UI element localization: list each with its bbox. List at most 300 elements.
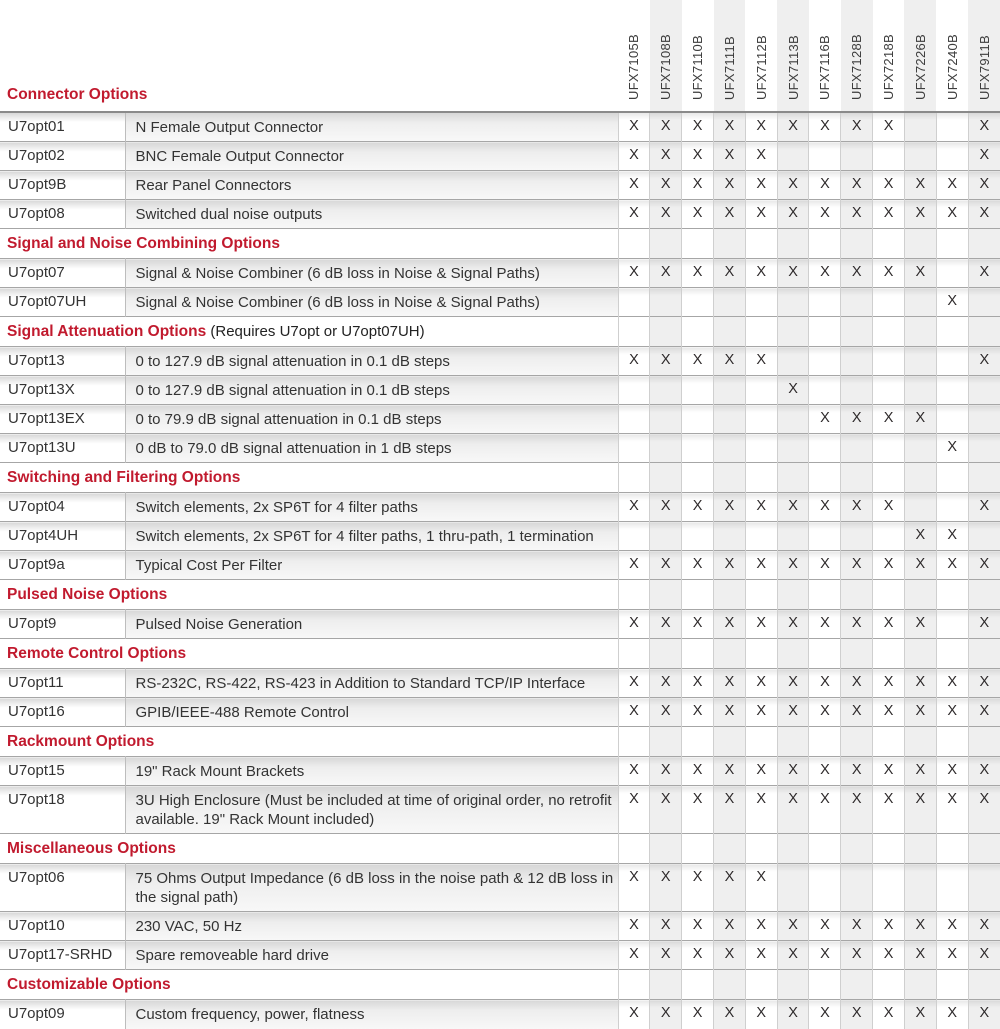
grid-cell [618,727,650,757]
compatibility-mark-cell [873,288,905,317]
compatibility-mark-cell [618,405,650,434]
option-description-cell: Pulsed Noise Generation [125,610,618,639]
compatibility-mark-cell [841,864,873,912]
option-row [0,405,1000,434]
compatibility-mark-cell: X [650,112,682,142]
compatibility-mark-cell: X [904,200,936,229]
section-title: Connector Options [7,86,148,103]
grid-cell [618,463,650,493]
compatibility-mark-cell: X [682,610,714,639]
compatibility-mark-cell: X [968,259,1000,288]
compatibility-mark-cell: X [809,112,841,142]
compatibility-mark-cell [714,376,746,405]
compatibility-mark-cell [968,522,1000,551]
compatibility-mark-cell [904,142,936,171]
section-title-cell [0,580,618,610]
grid-cell [841,580,873,610]
section-header-row [0,317,1000,347]
grid-cell [968,727,1000,757]
compatibility-mark-cell: X [968,669,1000,698]
option-code-cell: U7opt13X [0,376,125,405]
option-code-cell: U7opt01 [0,112,125,142]
compatibility-mark-cell: X [841,1000,873,1029]
grid-cell [936,463,968,493]
section-title: Signal Attenuation Options [7,323,207,340]
compatibility-mark-cell: X [714,669,746,698]
grid-cell [936,970,968,1000]
model-column-label: UFX7226B [912,34,928,100]
grid-cell [873,727,905,757]
compatibility-mark-cell: X [682,698,714,727]
option-row [0,864,1000,912]
compatibility-mark-cell [873,376,905,405]
grid-cell [968,317,1000,347]
grid-cell [873,463,905,493]
section-title-cell [0,970,618,1000]
compatibility-mark-cell: X [682,757,714,786]
option-description-cell: 19" Rack Mount Brackets [125,757,618,786]
compatibility-mark-cell: X [873,493,905,522]
compatibility-mark-cell: X [841,941,873,970]
option-description-cell: GPIB/IEEE-488 Remote Control [125,698,618,727]
model-column-label: UFX7240B [944,34,960,100]
compatibility-mark-cell: X [936,941,968,970]
compatibility-mark-cell: X [873,610,905,639]
section-title: Remote Control Options [7,645,187,662]
grid-cell [841,727,873,757]
option-description-cell: Typical Cost Per Filter [125,551,618,580]
option-row [0,786,1000,834]
compatibility-mark-cell [968,405,1000,434]
grid-cell [873,639,905,669]
model-header-row [0,0,1000,112]
compatibility-mark-cell [745,376,777,405]
compatibility-mark-cell: X [777,200,809,229]
compatibility-mark-cell: X [936,551,968,580]
compatibility-mark-cell [745,434,777,463]
grid-cell [841,229,873,259]
option-code-cell: U7opt04 [0,493,125,522]
option-row [0,288,1000,317]
table-body [0,112,1000,1029]
section-title: Pulsed Noise Options [7,586,168,603]
option-description-cell: Rear Panel Connectors [125,171,618,200]
grid-cell [745,639,777,669]
compatibility-mark-cell [841,522,873,551]
compatibility-mark-cell: X [714,698,746,727]
grid-cell [714,229,746,259]
grid-cell [873,970,905,1000]
compatibility-mark-cell [904,112,936,142]
compatibility-mark-cell [682,376,714,405]
option-code-cell: U7opt06 [0,864,125,912]
compatibility-mark-cell: X [809,757,841,786]
compatibility-mark-cell: X [745,171,777,200]
compatibility-mark-cell: X [745,698,777,727]
model-column-label: UFX7113B [785,34,801,100]
compatibility-mark-cell: X [841,493,873,522]
compatibility-mark-cell: X [682,200,714,229]
model-column-header [809,0,841,112]
compatibility-mark-cell: X [904,786,936,834]
compatibility-mark-cell: X [936,171,968,200]
compatibility-mark-cell: X [873,757,905,786]
option-description-cell: 3U High Enclosure (Must be included at time of original order, no retrofit available. 19" Rack Mount included) [125,786,618,834]
compatibility-mark-cell: X [968,551,1000,580]
compatibility-mark-cell [618,434,650,463]
compatibility-mark-cell: X [809,698,841,727]
compatibility-mark-cell [968,288,1000,317]
grid-cell [873,834,905,864]
compatibility-mark-cell: X [809,551,841,580]
option-code-cell: U7opt9a [0,551,125,580]
grid-cell [682,970,714,1000]
compatibility-mark-cell [936,864,968,912]
section-header-row [0,229,1000,259]
option-description-cell: RS-232C, RS-422, RS-423 in Addition to Standard TCP/IP Interface [125,669,618,698]
compatibility-mark-cell: X [650,171,682,200]
grid-cell [745,317,777,347]
grid-cell [777,580,809,610]
compatibility-mark-cell [968,864,1000,912]
grid-cell [904,317,936,347]
option-description-cell: 0 dB to 79.0 dB signal attenuation in 1 dB steps [125,434,618,463]
compatibility-mark-cell [936,112,968,142]
model-column-label: UFX7112B [753,34,769,100]
model-column-header [936,0,968,112]
option-code-cell: U7opt17-SRHD [0,941,125,970]
grid-cell [841,463,873,493]
grid-cell [714,970,746,1000]
compatibility-mark-cell: X [777,941,809,970]
compatibility-mark-cell: X [714,259,746,288]
compatibility-mark-cell: X [650,551,682,580]
compatibility-mark-cell: X [618,1000,650,1029]
compatibility-mark-cell: X [618,786,650,834]
compatibility-mark-cell: X [777,669,809,698]
compatibility-mark-cell: X [650,864,682,912]
grid-cell [618,834,650,864]
option-row [0,757,1000,786]
compatibility-mark-cell: X [618,493,650,522]
grid-cell [682,229,714,259]
option-row [0,1000,1000,1029]
compatibility-mark-cell: X [650,142,682,171]
compatibility-mark-cell: X [682,551,714,580]
compatibility-mark-cell: X [682,864,714,912]
compatibility-mark-cell: X [682,669,714,698]
section-header-row [0,834,1000,864]
model-column-header [682,0,714,112]
compatibility-mark-cell [777,288,809,317]
option-code-cell: U7opt4UH [0,522,125,551]
grid-cell [682,727,714,757]
compatibility-mark-cell: X [809,669,841,698]
compatibility-mark-cell: X [682,347,714,376]
option-description-cell: Custom frequency, power, flatness [125,1000,618,1029]
grid-cell [809,727,841,757]
compatibility-mark-cell: X [841,698,873,727]
compatibility-mark-cell: X [618,200,650,229]
compatibility-mark-cell: X [650,493,682,522]
option-description-cell: Signal & Noise Combiner (6 dB loss in Noise & Signal Paths) [125,288,618,317]
compatibility-mark-cell: X [841,171,873,200]
grid-cell [873,229,905,259]
compatibility-mark-cell [714,405,746,434]
grid-cell [745,463,777,493]
compatibility-mark-cell: X [809,610,841,639]
compatibility-mark-cell: X [904,912,936,941]
grid-cell [777,317,809,347]
section-title: Signal and Noise Combining Options [7,235,280,252]
grid-cell [745,834,777,864]
option-row [0,941,1000,970]
compatibility-mark-cell: X [841,610,873,639]
compatibility-mark-cell: X [936,698,968,727]
model-column-label: UFX7116B [817,34,833,100]
grid-cell [904,229,936,259]
option-description-cell: 0 to 127.9 dB signal attenuation in 0.1 dB steps [125,347,618,376]
compatibility-mark-cell [650,288,682,317]
compatibility-mark-cell: X [841,405,873,434]
model-column-header [618,0,650,112]
compatibility-mark-cell: X [618,142,650,171]
option-row [0,259,1000,288]
option-code-cell: U7opt13U [0,434,125,463]
compatibility-mark-cell [777,347,809,376]
compatibility-mark-cell: X [714,347,746,376]
compatibility-mark-cell: X [936,1000,968,1029]
option-code-cell: U7opt13EX [0,405,125,434]
grid-cell [777,639,809,669]
compatibility-mark-cell: X [777,551,809,580]
compatibility-mark-cell: X [650,757,682,786]
compatibility-mark-cell: X [745,786,777,834]
grid-cell [618,580,650,610]
compatibility-mark-cell: X [777,1000,809,1029]
section-title: Customizable Options [7,976,171,993]
compatibility-mark-cell: X [714,112,746,142]
option-code-cell: U7opt08 [0,200,125,229]
model-column-header [968,0,1000,112]
compatibility-mark-cell: X [968,698,1000,727]
compatibility-mark-cell [777,142,809,171]
compatibility-mark-cell: X [618,112,650,142]
compatibility-mark-cell [873,347,905,376]
compatibility-mark-cell: X [936,786,968,834]
grid-cell [618,317,650,347]
compatibility-mark-cell [618,522,650,551]
grid-cell [650,834,682,864]
compatibility-mark-cell [745,405,777,434]
compatibility-mark-cell: X [618,551,650,580]
compatibility-mark-cell: X [873,200,905,229]
compatibility-mark-cell: X [904,522,936,551]
section-header-row [0,727,1000,757]
compatibility-mark-cell: X [777,493,809,522]
compatibility-mark-cell [682,522,714,551]
grid-cell [936,229,968,259]
compatibility-mark-cell: X [745,610,777,639]
option-description-cell: 230 VAC, 50 Hz [125,912,618,941]
grid-cell [618,970,650,1000]
compatibility-mark-cell: X [904,551,936,580]
compatibility-mark-cell: X [682,493,714,522]
grid-cell [618,639,650,669]
compatibility-mark-cell: X [714,912,746,941]
model-column-header [714,0,746,112]
compatibility-mark-cell: X [650,1000,682,1029]
compatibility-mark-cell: X [682,259,714,288]
option-row [0,347,1000,376]
section-title-cell [0,834,618,864]
compatibility-mark-cell [936,142,968,171]
option-code-cell: U7opt07UH [0,288,125,317]
compatibility-mark-cell: X [873,786,905,834]
grid-cell [650,229,682,259]
model-column-header [904,0,936,112]
option-code-cell: U7opt15 [0,757,125,786]
option-row [0,200,1000,229]
grid-cell [904,727,936,757]
compatibility-mark-cell [650,434,682,463]
compatibility-mark-cell: X [841,200,873,229]
compatibility-mark-cell: X [714,610,746,639]
grid-cell [936,727,968,757]
compatibility-mark-cell [809,347,841,376]
compatibility-mark-cell: X [714,757,746,786]
compatibility-mark-cell [650,405,682,434]
compatibility-mark-cell: X [682,1000,714,1029]
option-row [0,142,1000,171]
option-code-cell: U7opt9B [0,171,125,200]
compatibility-mark-cell: X [873,912,905,941]
compatibility-mark-cell: X [968,786,1000,834]
compatibility-mark-cell [936,493,968,522]
grid-cell [809,580,841,610]
compatibility-mark-cell [904,434,936,463]
compatibility-mark-cell: X [714,786,746,834]
grid-cell [714,639,746,669]
compatibility-mark-cell: X [714,171,746,200]
option-code-cell: U7opt10 [0,912,125,941]
compatibility-mark-cell [809,522,841,551]
compatibility-mark-cell: X [904,698,936,727]
compatibility-mark-cell: X [682,912,714,941]
compatibility-mark-cell: X [777,171,809,200]
grid-cell [936,639,968,669]
compatibility-mark-cell [904,376,936,405]
compatibility-mark-cell: X [650,669,682,698]
compatibility-mark-cell: X [904,259,936,288]
grid-cell [650,463,682,493]
grid-cell [936,834,968,864]
option-description-cell: 0 to 79.9 dB signal attenuation in 0.1 dB steps [125,405,618,434]
compatibility-mark-cell: X [873,698,905,727]
compatibility-mark-cell: X [809,1000,841,1029]
compatibility-mark-cell [936,610,968,639]
grid-cell [777,834,809,864]
compatibility-mark-cell: X [745,1000,777,1029]
compatibility-mark-cell [809,142,841,171]
compatibility-mark-cell: X [968,112,1000,142]
option-code-cell: U7opt13 [0,347,125,376]
grid-cell [777,229,809,259]
compatibility-mark-cell: X [936,912,968,941]
grid-cell [682,639,714,669]
compatibility-mark-cell: X [841,551,873,580]
compatibility-mark-cell: X [936,669,968,698]
grid-cell [682,317,714,347]
grid-cell [745,970,777,1000]
model-column-label: UFX7108B [658,34,674,100]
grid-cell [809,834,841,864]
section-title: Switching and Filtering Options [7,469,241,486]
option-code-cell: U7opt11 [0,669,125,698]
grid-cell [841,639,873,669]
grid-cell [936,580,968,610]
section-title-cell [0,639,618,669]
compatibility-mark-cell [809,434,841,463]
option-description-cell: 0 to 127.9 dB signal attenuation in 0.1 dB steps [125,376,618,405]
compatibility-mark-cell: X [618,864,650,912]
compatibility-mark-cell: X [618,669,650,698]
first-section-header-cell [0,0,618,112]
section-title-cell [0,463,618,493]
compatibility-mark-cell: X [968,347,1000,376]
option-row [0,493,1000,522]
compatibility-mark-cell [777,522,809,551]
section-title-cell [0,727,618,757]
compatibility-mark-cell: X [650,698,682,727]
option-code-cell: U7opt09 [0,1000,125,1029]
compatibility-mark-cell [777,434,809,463]
compatibility-mark-cell: X [745,142,777,171]
compatibility-mark-cell: X [809,200,841,229]
option-row [0,698,1000,727]
compatibility-mark-cell [936,259,968,288]
compatibility-mark-cell [904,864,936,912]
grid-cell [904,580,936,610]
option-row [0,434,1000,463]
grid-cell [777,727,809,757]
compatibility-mark-cell: X [936,522,968,551]
compatibility-mark-cell [777,864,809,912]
compatibility-mark-cell [682,434,714,463]
grid-cell [809,463,841,493]
compatibility-mark-cell: X [904,171,936,200]
compatibility-mark-cell: X [745,669,777,698]
compatibility-mark-cell: X [745,493,777,522]
compatibility-mark-cell: X [745,757,777,786]
section-title-cell [0,229,618,259]
compatibility-mark-cell: X [714,864,746,912]
compatibility-mark-cell: X [777,112,809,142]
compatibility-mark-cell: X [904,669,936,698]
option-description-cell: N Female Output Connector [125,112,618,142]
compatibility-mark-cell [714,288,746,317]
compatibility-mark-cell: X [650,259,682,288]
compatibility-mark-cell [873,522,905,551]
compatibility-mark-cell: X [873,1000,905,1029]
compatibility-mark-cell [873,434,905,463]
compatibility-mark-cell [904,347,936,376]
compatibility-mark-cell: X [936,288,968,317]
compatibility-mark-cell: X [618,941,650,970]
grid-cell [968,970,1000,1000]
compatibility-mark-cell [904,288,936,317]
model-column-header [873,0,905,112]
